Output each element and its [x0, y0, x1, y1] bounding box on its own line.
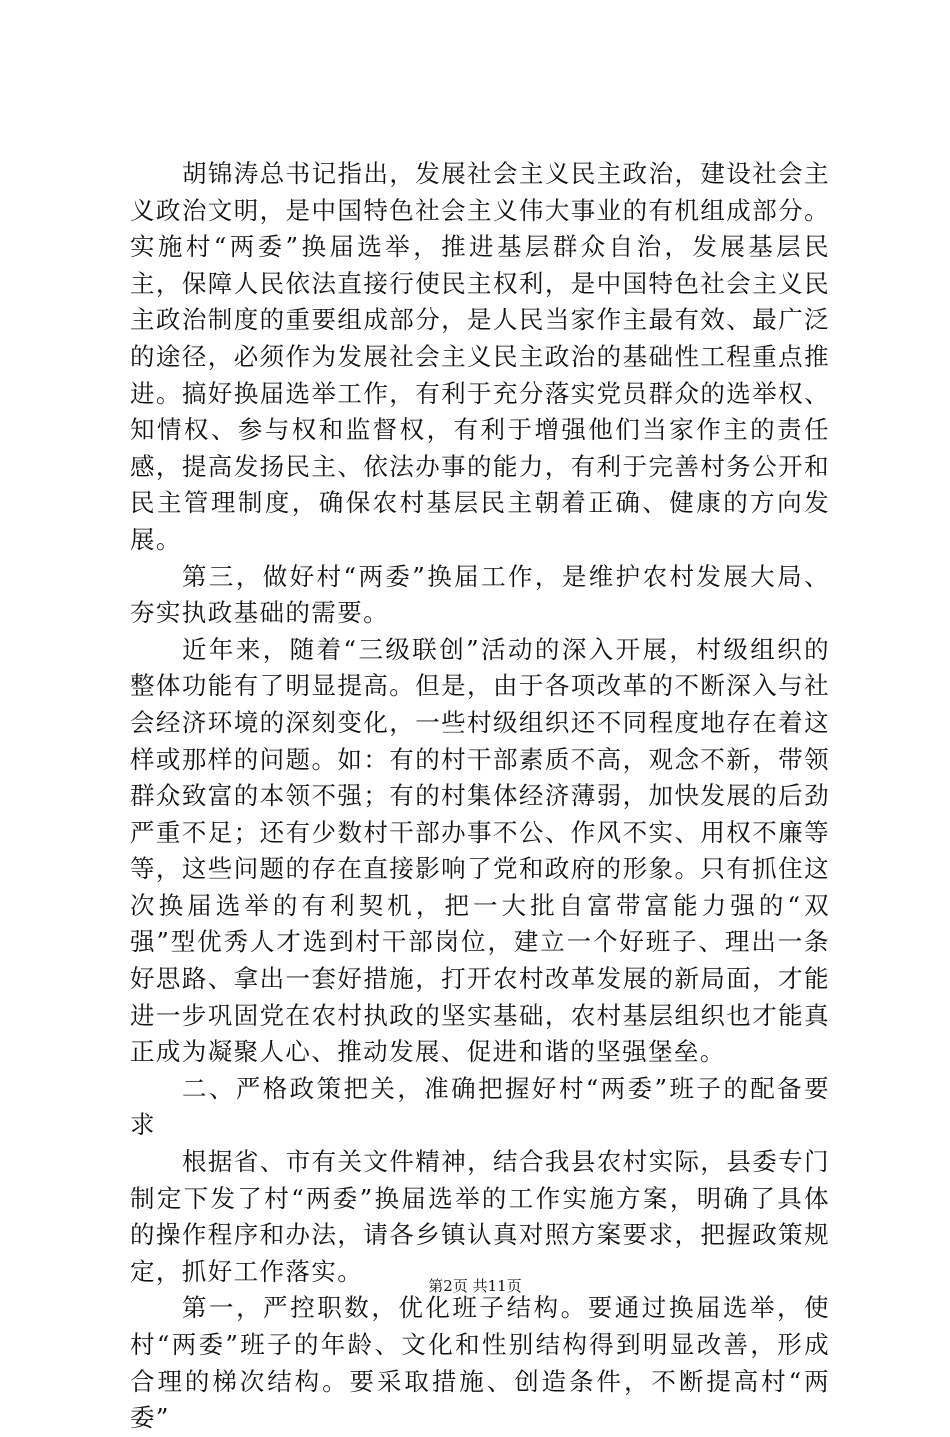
paragraph-democracy: 胡锦涛总书记指出，发展社会主义民主政治，建设社会主义政治文明，是中国特色社会主义伟大事业的有机组成部分。实施村“两委”换届选举，推进基层群众自治，发展基层民主，保障人民依法直接行使民主权利，是中国特色社会主义民主政治制度的重要组成部分，是人民当家作主最有效、最广泛的途径，必须作为发展社会主义民主政治的基础性工程重点推进。搞好换届选举工作，有利于充分落实党员群众的选举权、知情权、参与权和监督权，有利于增强他们当家作主的责任感，提高发扬民主、依法办事的能力，有利于完善村务公开和民主管理制度，确保农村基层民主朝着正确、健康的方向发展。 [130, 159, 830, 554]
document-body [130, 156, 830, 1437]
page-number-footer: 第2页 共11页 [428, 1277, 522, 1295]
paragraph-policy-plan: 根据省、市有关文件精神，结合我县农村实际，县委专门制定下发了村“两委”换届选举的工作实施方案，明确了具体的操作程序和办法，请各乡镇认真对照方案要求，把握政策规定，抓好工作落实。 [130, 1147, 830, 1286]
paragraph-recent-years: 近年来，随着“三级联创”活动的深入开展，村级组织的整体功能有了明显提高。但是，由于各项改革的不断深入与社会经济环境的深刻变化，一些村级组织还不同程度地存在着这样或那样的问题。如：有的村干部素质不高，观念不新，带领群众致富的本领不强；有的村集体经济薄弱，加快发展的后劲严重不足；还有少数村干部办事不公、作风不实、用权不廉等等，这些问题的存在直接影响了党和政府的形象。只有抓住这次换届选举的有利契机，把一大批自富带富能力强的“双强”型优秀人才选到村干部岗位，建立一个好班子、理出一条好思路、拿出一套好措施，打开农村改革发展的新局面，才能进一步巩固党在农村执政的坚实基础，农村基层组织也才能真正成为凝聚人心、推动发展、促进和谐的坚强堡垒。 [130, 634, 830, 1067]
paragraph-third-point: 第三，做好村“两委”换届工作，是维护农村发展大局、夯实执政基础的需要。 [130, 561, 830, 628]
paragraph-first-point: 第一，严控职数，优化班子结构。要通过换届选举，使村“两委”班子的年龄、文化和性别结构得到明显改善，形成合理的梯次结构。要采取措施、创造条件，不断提高村“两委” [130, 1293, 830, 1433]
section-heading-two: 二、严格政策把关，准确把握好村“两委”班子的配备要求 [130, 1073, 830, 1140]
